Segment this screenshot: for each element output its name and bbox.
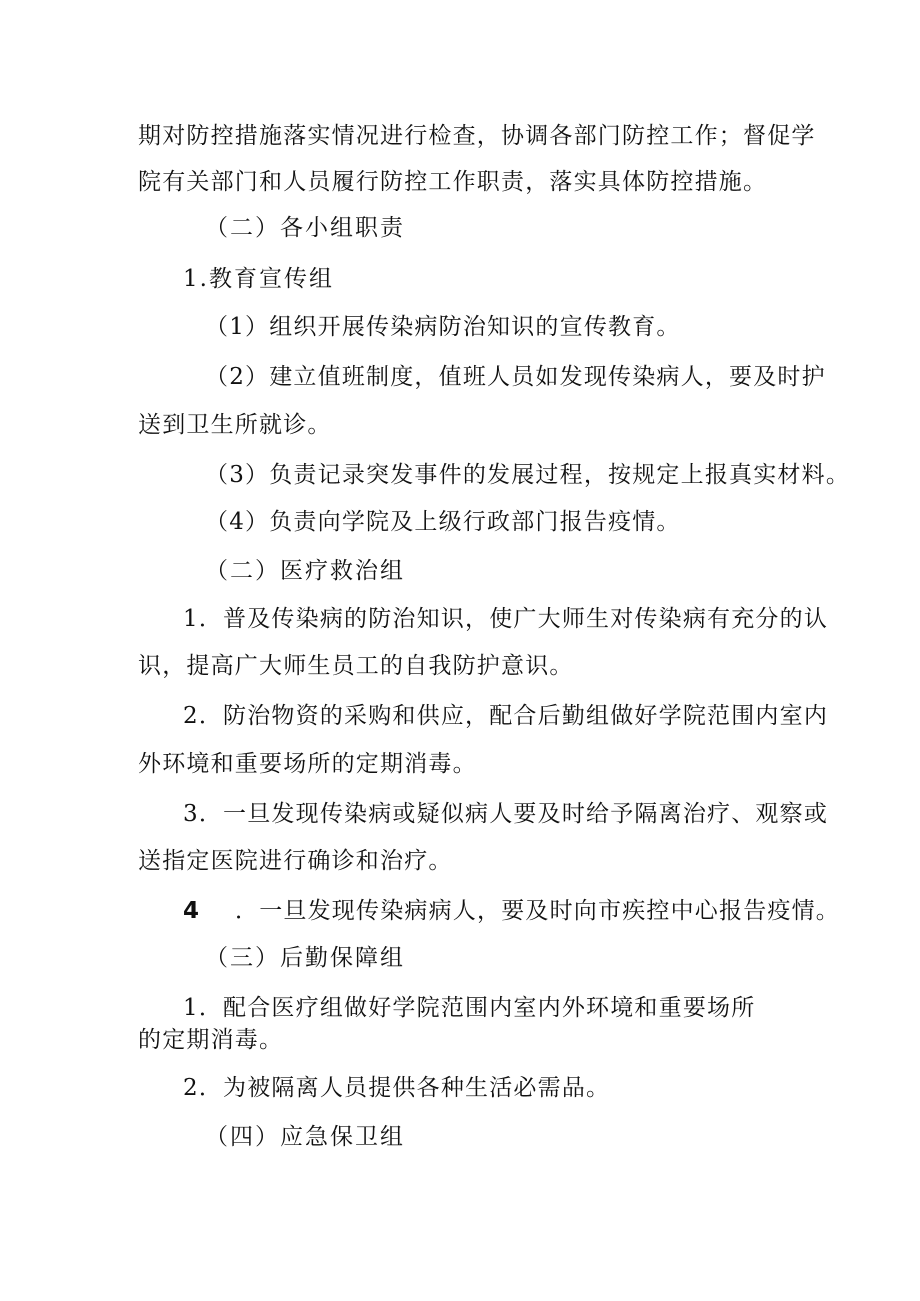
medical-item-4-number: 4: [183, 898, 201, 924]
paragraph-line-2: 院有关部门和人员履行防控工作职责，落实具体防控措施。: [138, 169, 768, 195]
medical-item-3-cont: 送指定医院进行确诊和治疗。: [138, 848, 453, 874]
medical-item-1-cont: 识，提高广大师生员工的自我防护意识。: [138, 653, 574, 679]
education-item-4: （4）负责向学院及上级行政部门报告疫情。: [205, 509, 681, 535]
section-heading-logistics: （三）后勤保障组: [205, 945, 405, 971]
education-item-2-cont: 送到卫生所就诊。: [138, 412, 332, 438]
education-item-3: （3）负责记录突发事件的发展过程，按规定上报真实材料。: [205, 462, 851, 488]
section-heading-security: （四）应急保卫组: [205, 1124, 405, 1150]
section-heading-medical: （二）医疗救治组: [205, 558, 405, 584]
paragraph-line-1: 期对防控措施落实情况进行检查，协调各部门防控工作；督促学: [138, 123, 816, 149]
education-item-1: （1）组织开展传染病防治知识的宣传教育。: [205, 314, 681, 340]
medical-item-2: 2．防治物资的采购和供应，配合后勤组做好学院范围内室内: [183, 703, 829, 729]
section-heading-groups: （二）各小组职责: [205, 215, 405, 241]
logistics-item-1: 1．配合医疗组做好学院范围内室内外环境和重要场所: [183, 995, 756, 1021]
medical-item-2-cont: 外环境和重要场所的定期消毒。: [138, 751, 477, 777]
logistics-item-1-cont: 的定期消毒。: [138, 1027, 284, 1053]
medical-item-4-text: ．一旦发现传染病病人，要及时向市疾控中心报告疫情。: [235, 898, 840, 924]
education-item-2: （2）建立值班制度，值班人员如发现传染病人，要及时护: [205, 364, 826, 390]
subheading-education: 1.教育宣传组: [183, 266, 334, 292]
medical-item-1: 1．普及传染病的防治知识，使广大师生对传染病有充分的认: [183, 606, 829, 632]
logistics-item-2: 2．为被隔离人员提供各种生活必需品。: [183, 1075, 611, 1101]
medical-item-3: 3．一旦发现传染病或疑似病人要及时给予隔离治疗、观察或: [183, 801, 829, 827]
